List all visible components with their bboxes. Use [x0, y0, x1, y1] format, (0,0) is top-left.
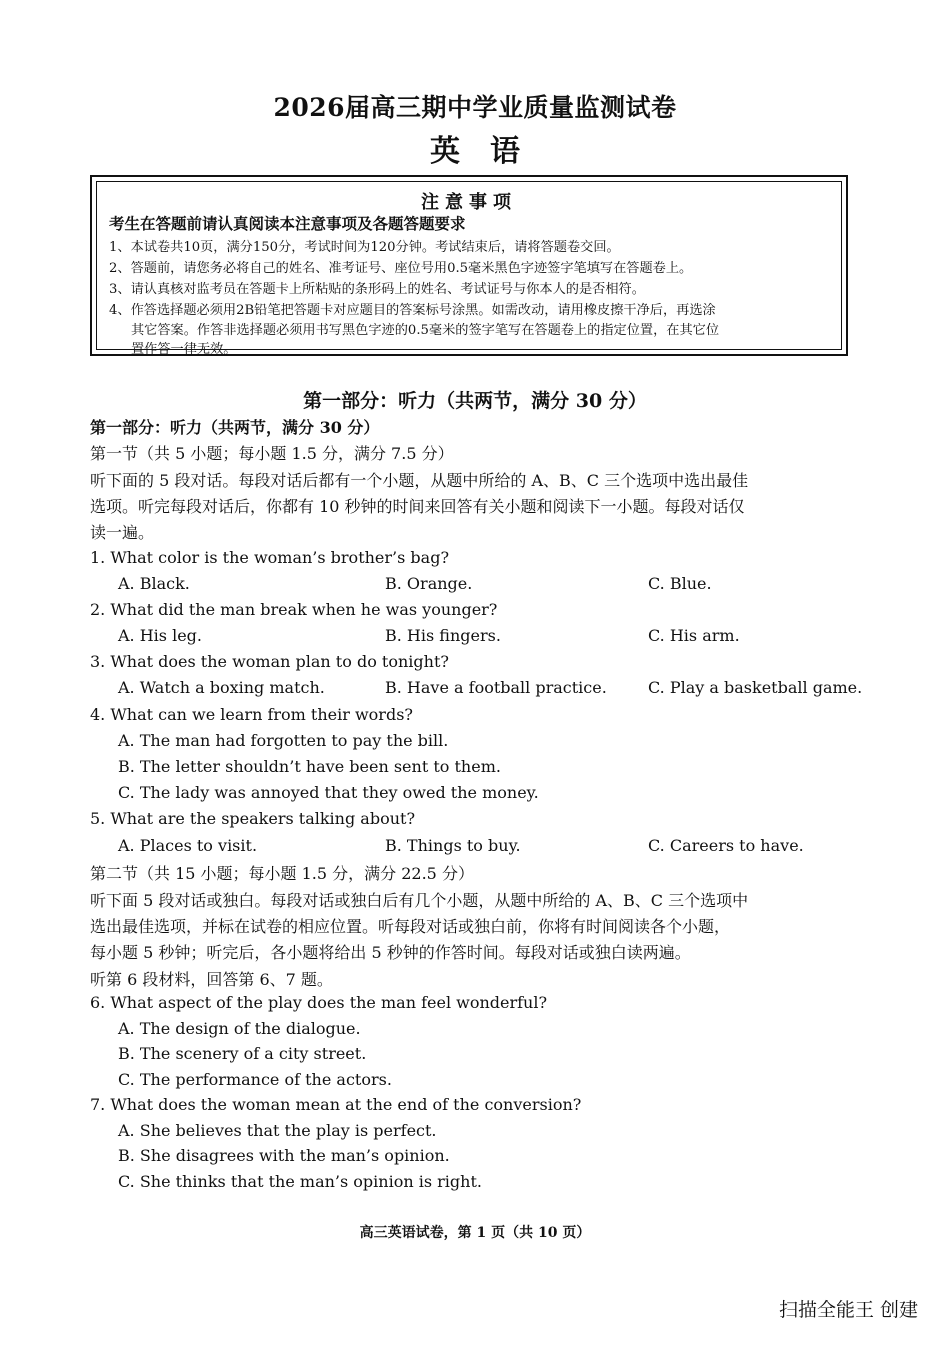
notice-item: 其它答案。作答非选择题必须用书写黑色字迹的0.5毫米的签字笔写在答题卷上的指定位置，在其它位	[131, 323, 720, 338]
part1-heading-repeat: 第一部分：听力（共两节，满分 30 分）	[90, 418, 380, 437]
q4-option-c: C. The lady was annoyed that they owed the money.	[118, 783, 539, 802]
section1-instructions: 选项。听完每段对话后，你都有 10 秒钟的时间来回答有关小题和阅读下一小题。每段对话仅	[90, 497, 745, 516]
part1-heading: 第一部分：听力（共两节，满分 30 分）	[303, 390, 647, 412]
q1-option-b: B. Orange.	[385, 574, 473, 593]
q3-option-a: A. Watch a boxing match.	[118, 678, 325, 697]
q2-option-c: C. His arm.	[648, 626, 740, 645]
exam-title: 2026届高三期中学业质量监测试卷	[273, 93, 677, 122]
notice-inner-border	[96, 181, 842, 357]
q5-option-a: A. Places to visit.	[118, 836, 258, 855]
question-7: 7. What does the woman mean at the end of the conversion?	[90, 1095, 582, 1114]
notice-item: 1、本试卷共10页，满分150分，考试时间为120分钟。考试结束后，请将答题卷交回。	[109, 240, 620, 255]
notice-item: 4、作答选择题必须用2B铅笔把答题卡对应题目的答案标号涂黑。如需改动，请用橡皮擦干净后，再选涂	[109, 303, 716, 318]
q1-option-a: A. Black.	[118, 574, 190, 593]
section2-instructions: 听下面 5 段对话或独白。每段对话或独白后有几个小题，从题中所给的 A、B、C 三个选项中	[90, 891, 749, 910]
q6-option-b: B. The scenery of a city street.	[118, 1044, 367, 1063]
section2-title: 第二节（共 15 小题；每小题 1.5 分，满分 22.5 分）	[90, 864, 474, 883]
notice-item: 3、请认真核对监考员在答题卡上所粘贴的条形码上的姓名、考试证号与你本人的是否相符。	[109, 282, 645, 297]
q3-option-c: C. Play a basketball game.	[648, 678, 863, 697]
notice-title: 注意事项	[421, 192, 517, 213]
section1-title: 第一节（共 5 小题；每小题 1.5 分，满分 7.5 分）	[90, 444, 454, 463]
q4-option-a: A. The man had forgotten to pay the bill.	[118, 731, 449, 750]
q7-option-c: C. She thinks that the man’s opinion is right.	[118, 1172, 482, 1191]
subject-title: 英语	[430, 134, 550, 169]
q5-option-b: B. Things to buy.	[385, 836, 521, 855]
q2-option-a: A. His leg.	[118, 626, 203, 645]
question-2: 2. What did the man break when he was younger?	[90, 600, 498, 619]
q1-option-c: C. Blue.	[648, 574, 712, 593]
q6-option-a: A. The design of the dialogue.	[118, 1019, 361, 1038]
question-1: 1. What color is the woman’s brother’s bag?	[90, 548, 450, 567]
q3-option-b: B. Have a football practice.	[385, 678, 607, 697]
q5-option-c: C. Careers to have.	[648, 836, 804, 855]
section2-instructions: 选出最佳选项，并标在试卷的相应位置。听每段对话或独白前，你将有时间阅读各个小题，	[90, 917, 731, 936]
page-footer: 高三英语试卷，第 1 页（共 10 页）	[359, 1225, 591, 1241]
material-6-note: 听第 6 段材料，回答第 6、7 题。	[90, 970, 333, 989]
q4-option-b: B. The letter shouldn’t have been sent to them.	[118, 757, 501, 776]
section1-instructions: 读一遍。	[90, 523, 155, 542]
q2-option-b: B. His fingers.	[385, 626, 501, 645]
question-4: 4. What can we learn from their words?	[90, 705, 413, 724]
notice-item: 2、答题前，请您务必将自己的姓名、准考证号、座位号用0.5毫米黑色字迹签字笔填写在答题卷上。	[109, 261, 693, 276]
q7-option-a: A. She believes that the play is perfect.	[118, 1121, 437, 1140]
scanner-watermark: 扫描全能王 创建	[778, 1299, 918, 1321]
q6-option-c: C. The performance of the actors.	[118, 1070, 392, 1089]
notice-item: 置作答一律无效。	[131, 342, 237, 357]
notice-box	[90, 175, 848, 356]
section1-instructions: 听下面的 5 段对话。每段对话后都有一个小题，从题中所给的 A、B、C 三个选项中选出最佳	[90, 471, 749, 490]
q7-option-b: B. She disagrees with the man’s opinion.	[118, 1146, 450, 1165]
question-6: 6. What aspect of the play does the man feel wonderful?	[90, 993, 548, 1012]
question-5: 5. What are the speakers talking about?	[90, 809, 416, 828]
question-3: 3. What does the woman plan to do tonight?	[90, 652, 449, 671]
notice-subtitle: 考生在答题前请认真阅读本注意事项及各题答题要求	[109, 214, 466, 233]
section2-instructions: 每小题 5 秒钟；听完后，各小题将给出 5 秒钟的作答时间。每段对话或独白读两遍。	[90, 943, 691, 962]
